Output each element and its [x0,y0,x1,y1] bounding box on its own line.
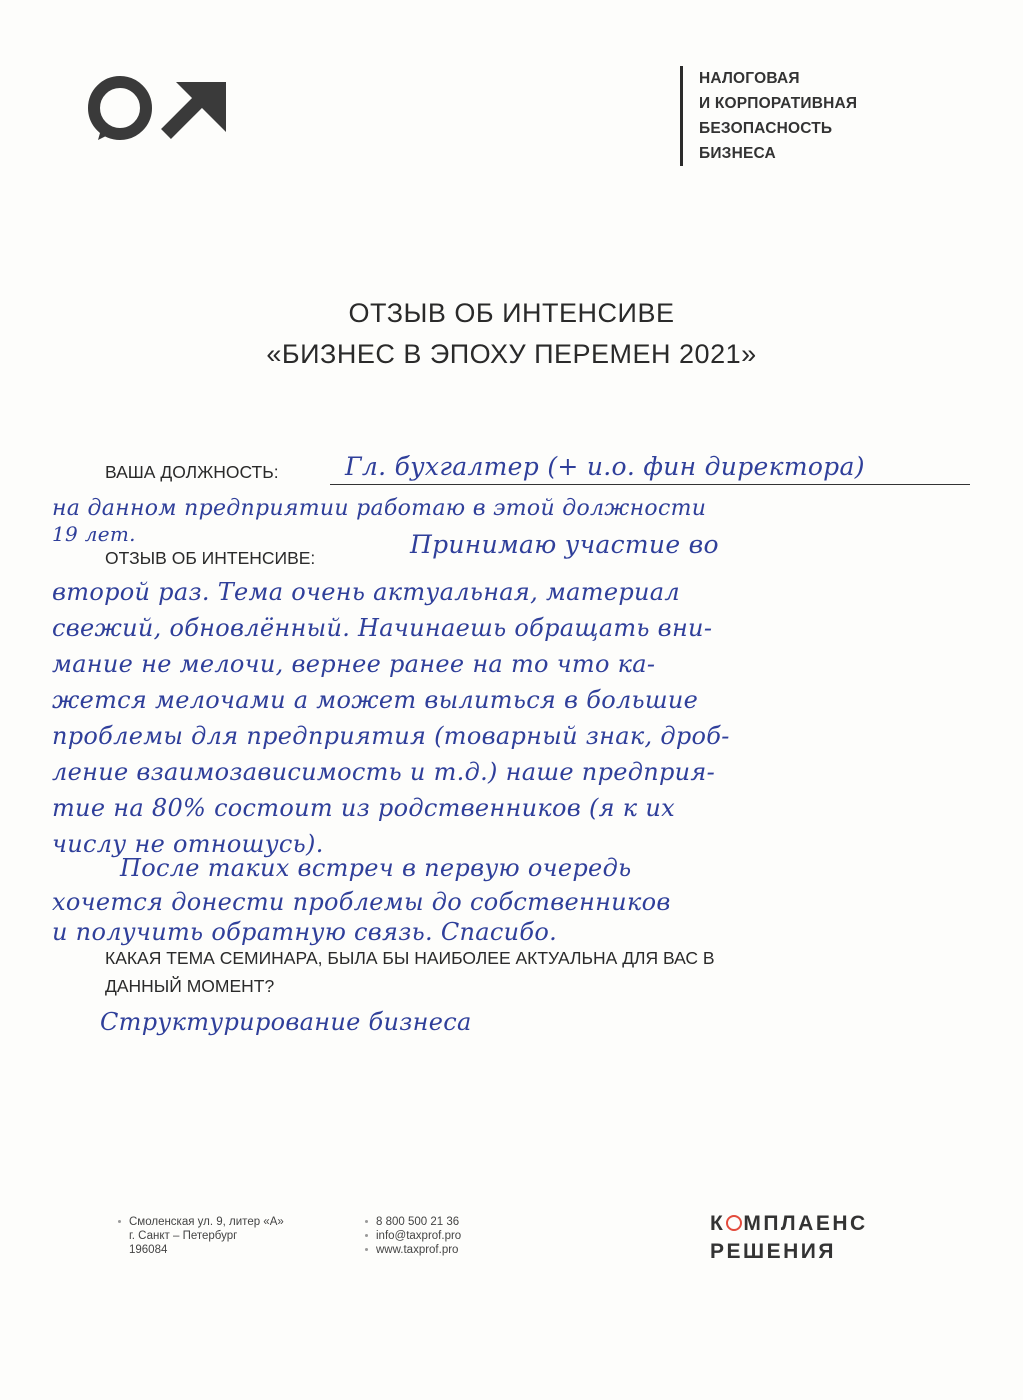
review-answer-line: числу не отношусь). [52,830,324,858]
brand-block [680,66,857,166]
topic-label: ДАННЫЙ МОМЕНТ? [105,976,275,996]
review-answer-line: Принимаю участие во [410,530,719,559]
review-answer-line: второй раз. Тема очень актуальная, материал [52,578,680,606]
position-underline [330,484,970,485]
address-line: г. Санкт – Петербург [129,1230,238,1242]
contact-phone: 8 800 500 21 36 [376,1216,460,1228]
review-answer-line: хочется донести проблемы до собственников [52,888,671,916]
brand-letters: МПЛАЕНС [743,1212,868,1235]
review-answer-line: ление взаимозависимость и т.д.) наше предприя- [52,758,716,786]
topic-answer: Структурирование бизнеса [100,1008,472,1036]
circle-o-icon [726,1215,742,1231]
position-answer-line: 19 лет. [52,522,136,546]
globe-icon [365,1248,368,1251]
arrow-up-right-icon [166,82,226,134]
phone-icon [365,1220,368,1223]
brand-line: БИЗНЕСА [699,145,776,162]
topic-label: КАКАЯ ТЕМА СЕМИНАРА, БЫЛА БЫ НАИБОЛЕЕ АКТУАЛЬНА ДЛЯ ВАС В [105,948,715,968]
position-answer-line: на данном предприятии работаю в этой должности [52,496,707,521]
brand-line: И КОРПОРАТИВНАЯ [699,95,858,112]
position-label: ВАША ДОЛЖНОСТЬ: [105,462,279,482]
review-answer-line: жется мелочами а может вылиться в большие [52,686,699,714]
review-answer-line: свежий, обновлённый. Начинаешь обращать вни- [52,614,713,642]
contact-website: www.taxprof.pro [376,1244,459,1256]
brand-line: БЕЗОПАСНОСТЬ [699,120,833,137]
review-answer-line: мание не мелочи, вернее ранее на то что ка- [52,650,656,678]
address-line: Смоленская ул. 9, литер «А» [129,1216,284,1228]
bullet-icon [118,1220,121,1223]
review-answer-line: тие на 80% состоит из родственников (я к их [52,794,675,822]
email-icon [365,1234,368,1237]
page-subtitle: «БИЗНЕС В ЭПОХУ ПЕРЕМЕН 2021» [266,339,757,369]
contact-email: info@taxprof.pro [376,1230,462,1242]
company-logo [80,68,240,148]
brand-line: НАЛОГОВАЯ [699,70,800,87]
footer-brand-logo [710,1210,868,1266]
review-answer-line: и получить обратную связь. Спасибо. [52,918,558,946]
speech-bubble-icon [94,82,146,140]
footer-address [118,1215,284,1257]
brand-word: РЕШЕНИЯ [710,1240,836,1263]
page-title: ОТЗЫВ ОБ ИНТЕНСИВЕ [348,298,675,328]
address-line: 196084 [129,1244,168,1256]
review-label: ОТЗЫВ ОБ ИНТЕНСИВЕ: [105,548,316,568]
position-answer-line: Гл. бухгалтер (+ и.о. фин директора) [345,452,865,481]
footer-contacts [365,1215,461,1257]
brand-letter: К [710,1212,726,1235]
review-answer-line: После таких встреч в первую очередь [120,854,632,882]
review-answer-line: проблемы для предприятия (товарный знак, дроб- [52,722,730,750]
